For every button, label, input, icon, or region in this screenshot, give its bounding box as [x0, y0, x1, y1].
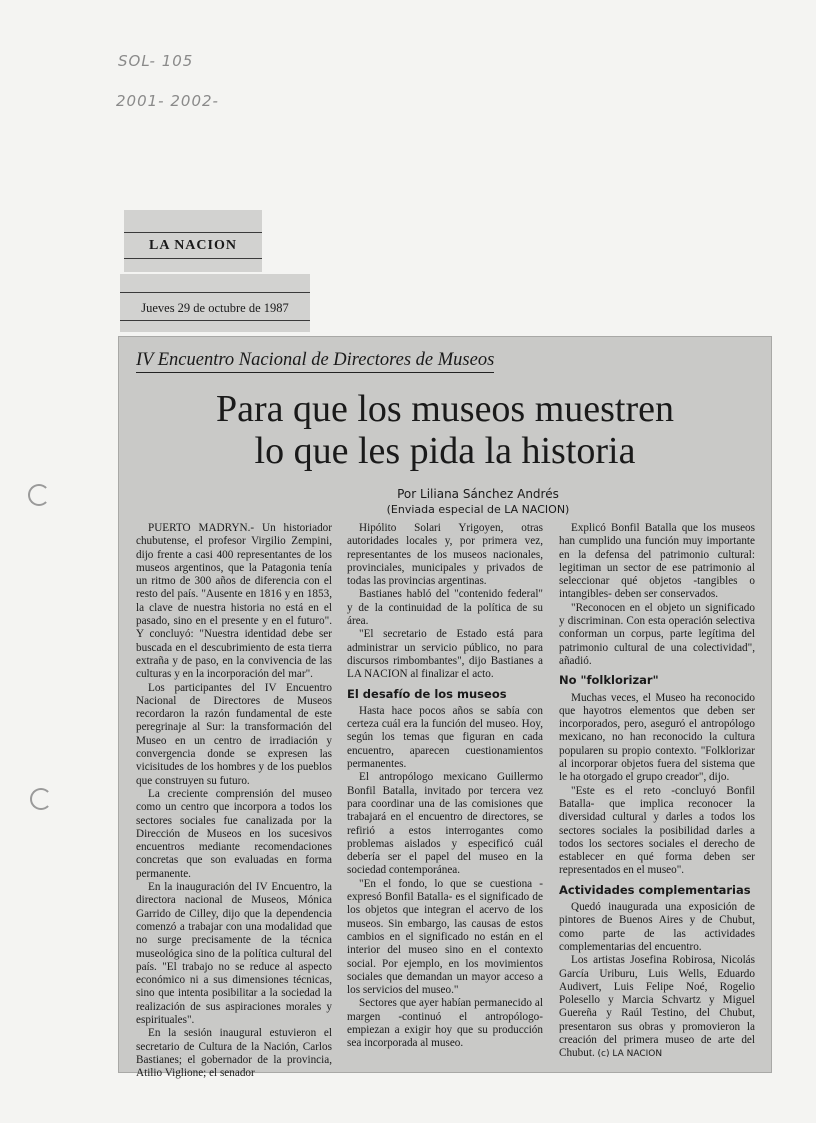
subheading-desafio: El desafío de los museos [347, 686, 507, 701]
divider [120, 292, 310, 293]
article-headline [118, 388, 772, 472]
paragraph: PUERTO MADRYN.- Un historiador chubutense, el profesor Virgilio Zempini, dijo frente a casi 400 representantes de los museos argentinos, que la Patagonia tenía un ritmo de 300 años de diferencia con el resto del país. "Ausente en 1816 y en 1853, la clave de nuestra historia no está en el pasado, sino en el presente y en el futuro". Y concluyó: "Nuestra identidad debe ser buscada en el descubrimiento de esta tierra extraña y de paso, en la convivencia de las culturas y en la incorporación del mar". [136, 522, 332, 681]
paragraph: Bastianes habló del "contenido federal" y de la continuidad de la política de su área. [347, 588, 543, 628]
paragraph-text: Los artistas Josefina Robirosa, Nicolás García Uriburu, Luis Wells, Eduardo Audivert, Luis Felipe Noé, Rogelio Polesello y Marcia Schvartz y Miguel Guereña y Raúl Testino, del Chubut, presentaron sus obras y promovieron la creación del primera museo de arte del Chubut. [559, 954, 755, 1060]
article-clipping [118, 336, 772, 1080]
paragraph: Hipólito Solari Yrigoyen, otras autoridades locales y, por primera vez, representantes de los museos nacionales, provinciales, municipales y privados de todas las provincias argentinas. [347, 522, 543, 588]
punch-hole-mark [30, 788, 52, 810]
byline-author: Por Liliana Sánchez Andrés [397, 487, 559, 501]
handwritten-years: 2001- 2002- [116, 92, 219, 110]
paragraph: El antropólogo mexicano Guillermo Bonfil Batalla, invitado por tercera vez para coordinar una de las comisiones que trabajará en el encuentro de directores, se refirió a estos interrogantes como problemas aislados y especificó cuál debería ser el papel del museo en la sociedad contemporánea. [347, 771, 543, 877]
paragraph: "Reconocen en el objeto un significado y discriminan. Con esta operación selectiva conforman un corpus, parte legítima del patrimonio cultural de una colectividad", añadió. [559, 601, 755, 667]
article-column-1 [136, 522, 332, 1080]
subheading-actividades: Actividades complementarias [559, 882, 751, 897]
newspaper-name-clipping [124, 210, 262, 272]
paragraph: En la inauguración del IV Encuentro, la directora nacional de Museos, Mónica Garrido de Cilley, dijo que la dependencia comenzó a trabajar con una modalidad que no surge precisamente de la técnica museológica sino de la política cultural del país. "El trabajo no se reduce al aspecto económico ni a sus dimensiones técnicas, sino que intenta posibilitar a la sociedad la realización de sus aspiraciones morales y espirituales". [136, 881, 332, 1026]
divider [124, 232, 262, 233]
paragraph: En la sesión inaugural estuvieron el secretario de Cultura de la Nación, Carlos Bastianes; el gobernador de la provincia, Atilio Viglione; el senador [136, 1027, 332, 1080]
paragraph [559, 954, 755, 1061]
article-column-2 [347, 522, 543, 1051]
punch-hole-mark [28, 484, 50, 506]
publication-date: Jueves 29 de octubre de 1987 [141, 301, 289, 315]
newspaper-name: LA NACION [149, 238, 237, 253]
date-clipping [120, 274, 310, 332]
headline-line-1: Para que los museos muestren [215, 388, 675, 430]
paragraph: Quedó inaugurada una exposición de pintores de Buenos Aires y de Chubut, como parte de las actividades complementarias del encuentro. [559, 901, 755, 953]
article-kicker: IV Encuentro Nacional de Directores de Museos [136, 350, 494, 373]
paragraph: Sectores que ayer habían permanecido al margen -continuó el antropólogo- empiezan a exigir hoy que su producción sea incorporada al museo. [347, 997, 543, 1050]
divider [120, 320, 310, 321]
paragraph: Muchas veces, el Museo ha reconocido que hayotros elementos que deben ser incorporados, pero, aseguró el antropólogo mexicano, no han reconocido la cultura popularen su propio contexto. "Folklorizar al incorporar objetos fuera del sistema que le ha otorgado el grupo creador", dijo. [559, 691, 755, 784]
headline-line-2: lo que les pida la historia [254, 430, 636, 472]
handwritten-archive-code: SOL- 105 [118, 52, 194, 70]
article-column-3 [559, 522, 755, 1062]
subheading-folklorizar: No "folklorizar" [559, 673, 659, 688]
paragraph: La creciente comprensión del museo como un centro que incorpora a todos los sectores sociales fue canalizada por la Dirección de Museos en los sucesivos encuentros mediante recomendaciones concretas que son evaluadas en forma permanente. [136, 787, 332, 880]
copyright-credit: (c) LA NACION [597, 1049, 663, 1060]
byline-note: (Enviada especial de LA NACION) [386, 503, 570, 516]
paragraph: Los participantes del IV Encuentro Nacional de Directores de Museos recordaron la razón fundamental de este peregrinaje al Sur: la transformación del Museo en un centro de irradiación y convergencia donde se expresen las vicisitudes de los hombres y de los pueblos que construyen su futuro. [136, 681, 332, 787]
paragraph: Explicó Bonfil Batalla que los museos han cumplido una función muy importante en la defensa del patrimonio cultural: legitiman un sector de ese patrimonio al seleccionar qué objetos -tangibles o intangibles- deben ser conservados. [559, 522, 755, 601]
paragraph: "El secretario de Estado está para administrar un servicio público, no para discursos rimbombantes", dijo Bastianes a LA NACION al finalizar el acto. [347, 628, 543, 681]
paragraph: Hasta hace pocos años se sabía con certeza cuál era la función del museo. Hoy, según los temas que figuran en cada encuentro, aparecen cuestionamientos permanentes. [347, 704, 543, 771]
paragraph: "En el fondo, lo que se cuestiona -expresó Bonfil Batalla- es el significado de los objetos que integran el acervo de los museos. Sin embargo, las causas de estos cambios en el significado no están en el interior del museo sino en el contexto social. Por ejemplo, en los movimientos sociales que demandan un mayor acceso a los servicios del museo." [347, 877, 543, 997]
paragraph: "Este es el reto -concluyó Bonfil Batalla- que implica reconocer la diversidad cultural y darles a todos los sectores sociales la posibilidad darles a todos los sectores sociales el derecho de establecer en qué forma deben ser representados en el museo". [559, 784, 755, 877]
divider [124, 258, 262, 259]
article-byline [358, 486, 598, 518]
